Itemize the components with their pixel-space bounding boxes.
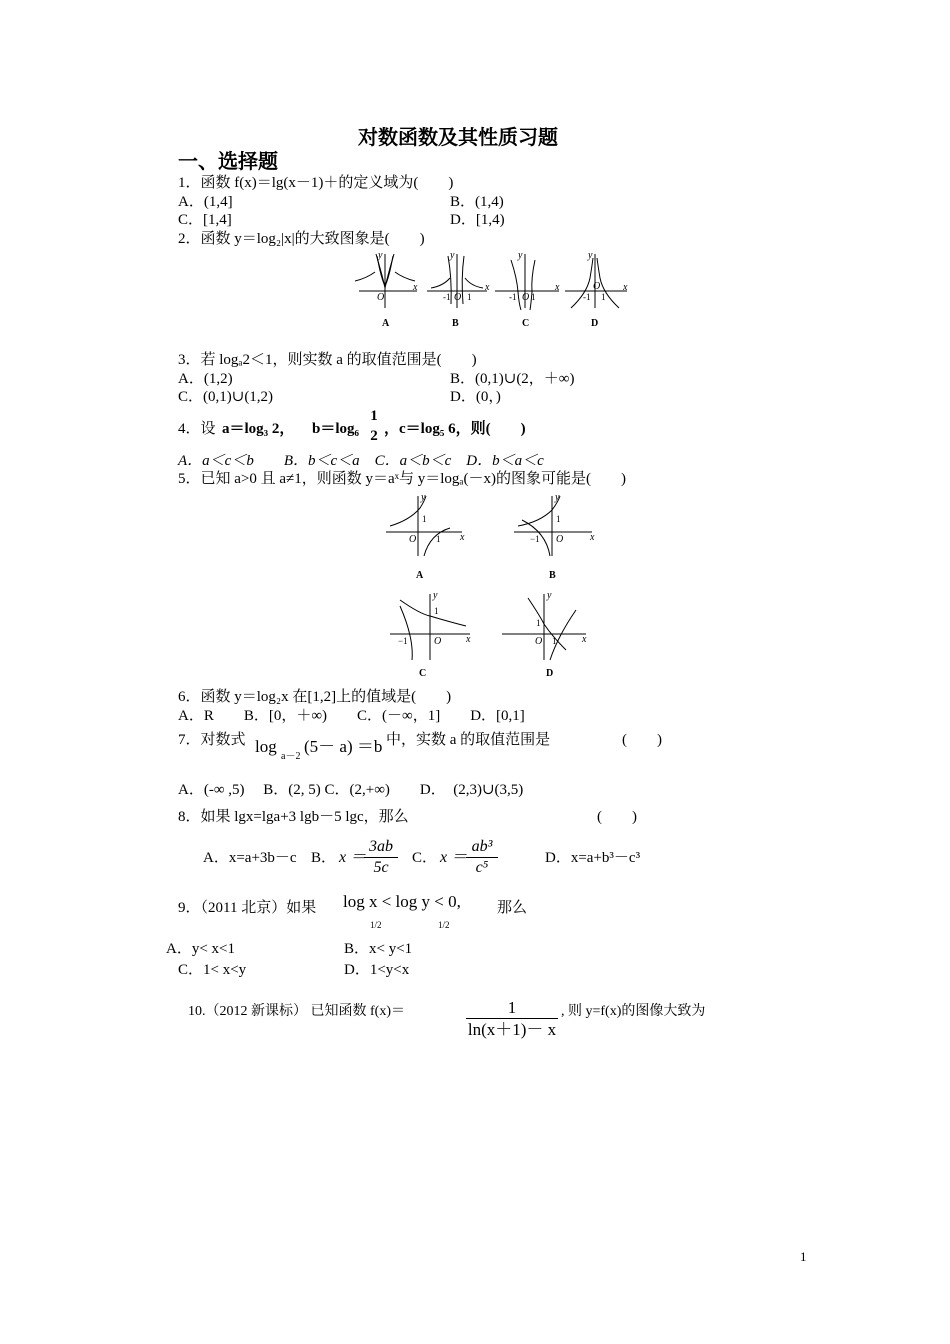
q8-option-b-label: B．: [311, 850, 337, 866]
q3-option-b: B．(0,1)∪(2，＋∞): [450, 371, 575, 387]
q8-option-b-numerator: 3ab: [369, 838, 393, 855]
svg-text:O: O: [454, 292, 462, 303]
q8-option-a: A．x=a+3b－c: [203, 850, 297, 866]
svg-text:x: x: [582, 634, 587, 645]
q9-stem-end: 那么: [497, 900, 528, 916]
q1-option-a: A．(1,4]: [178, 194, 233, 210]
q10-fraction: [466, 997, 558, 1040]
svg-text:O: O: [377, 292, 385, 303]
q7-answer-paren: ( ): [622, 732, 662, 748]
svg-text:O: O: [434, 636, 442, 647]
q9-stem-start: 9．（2011 北京）如果: [178, 900, 317, 916]
q4-b-expression: b＝log₆: [312, 421, 360, 437]
svg-text:-1: -1: [583, 292, 591, 302]
q8-option-b-fraction: [364, 837, 398, 878]
q1-stem: 1．函数 f(x)＝lg(x－1)＋的定义域为( ): [178, 175, 454, 191]
q4-a-expression: a＝log₃ 2，: [222, 421, 295, 437]
page-title: 对数函数及其性质习题: [358, 127, 558, 149]
q9-option-c: C．1< x<y: [178, 962, 247, 978]
q9-log-base-1: 1/2: [370, 920, 382, 930]
q3-option-d: D．(0，): [450, 389, 501, 405]
q3-stem: 3．若 logₐ2＜1，则实数 a 的取值范围是( ): [178, 352, 477, 368]
svg-text:−1: −1: [398, 636, 408, 646]
svg-text:O: O: [593, 281, 601, 292]
q4-b-numerator: 1: [370, 408, 378, 424]
svg-text:y: y: [547, 590, 552, 601]
q1-option-b: B．(1,4): [450, 194, 504, 210]
svg-text:1: 1: [552, 636, 557, 646]
svg-text:1: 1: [467, 292, 472, 302]
q4-b-denominator: 2: [370, 428, 378, 444]
q2-label-c: C: [522, 318, 530, 329]
q8-option-c-denominator: c⁵: [475, 859, 489, 876]
q5-label-d: D: [546, 668, 554, 679]
q8-answer-paren: ( ): [597, 809, 637, 825]
q9-option-d: D．1<y<x: [344, 962, 410, 978]
q4-options: A．a＜c＜b B．b＜c＜a C．a＜b＜c D．b＜a＜c: [178, 453, 544, 469]
svg-text:y: y: [378, 250, 383, 261]
q5-label-a: A: [416, 570, 424, 581]
q8-option-d: D．x=a+b³－c³: [545, 850, 641, 866]
svg-text:y: y: [588, 250, 593, 261]
q4-b-fraction: [368, 406, 380, 446]
svg-text:O: O: [556, 534, 564, 545]
q10-stem-start: 10.（2012 新课标） 已知函数 f(x)＝: [188, 1004, 405, 1019]
q8-option-b-x: x ＝: [339, 849, 367, 866]
svg-text:-1: -1: [509, 292, 517, 302]
svg-text:x: x: [555, 282, 560, 293]
q2-label-d: D: [591, 318, 599, 329]
q7-formula-rest: (5－ a) ＝b: [304, 737, 383, 756]
q6-options: A．R B．[0，＋∞) C．(－∞，1] D．[0,1]: [178, 708, 525, 724]
q6-stem: 6．函数 y＝log₂x 在[1,2]上的值域是( ): [178, 689, 452, 705]
q7-stem-start: 7．对数式: [178, 732, 246, 748]
q8-option-c-x: x ＝: [440, 849, 468, 866]
svg-text:1: 1: [601, 292, 606, 302]
q3-option-c: C．(0,1)∪(1,2): [178, 389, 274, 405]
svg-text:y: y: [421, 492, 426, 503]
svg-text:y: y: [555, 492, 560, 503]
svg-text:-1: -1: [443, 292, 451, 302]
q4-stem-start: 4．设: [178, 421, 216, 437]
section-heading: 一、选择题: [178, 151, 278, 173]
svg-text:O: O: [522, 292, 530, 303]
q5-label-b: B: [549, 570, 556, 581]
q7-stem-end: 中，实数 a 的取值范围是: [386, 732, 551, 748]
q9-option-b: B．x< y<1: [344, 941, 413, 957]
svg-text:1: 1: [556, 514, 561, 524]
q7-formula-log: log: [255, 737, 277, 756]
svg-text:1: 1: [422, 514, 427, 524]
q1-option-d: D．[1,4): [450, 212, 505, 228]
q7-options: A．(-∞ ,5) B．(2, 5) C．(2,+∞) D． (2,3)∪(3,5): [178, 782, 524, 798]
q3-option-a: A．(1,2): [178, 371, 233, 387]
q10-denominator: ln(x＋1)－ x: [467, 1020, 557, 1039]
q5-stem: 5．已知 a>0 且 a≠1，则函数 y＝aˣ与 y＝logₐ(－x)的图象可能是( ): [178, 471, 627, 487]
q2-label-a: A: [382, 318, 390, 329]
svg-text:1: 1: [436, 534, 441, 544]
svg-text:x: x: [413, 282, 418, 293]
svg-text:O: O: [409, 534, 417, 545]
q10-stem-end: , 则 y=f(x)的图像大致为: [561, 1004, 706, 1019]
q2-stem: 2．函数 y＝log₂|x|的大致图象是( ): [178, 231, 425, 247]
q8-option-b-denominator: 5c: [373, 859, 389, 876]
q8-option-c-label: C．: [412, 850, 438, 866]
q9-log-base-2: 1/2: [438, 920, 450, 930]
q4-c-expression: ，c＝log₅ 6，则( ): [384, 421, 526, 437]
q7-formula-base: a－2: [281, 751, 301, 762]
svg-text:−1: −1: [530, 534, 540, 544]
q1-option-c: C．[1,4]: [178, 212, 232, 228]
q2-label-b: B: [452, 318, 459, 329]
svg-text:x: x: [485, 282, 490, 293]
svg-text:1: 1: [531, 292, 536, 302]
q8-stem: 8．如果 lgx=lga+3 lgb－5 lgc，那么: [178, 809, 409, 825]
q5-label-c: C: [419, 668, 427, 679]
q8-option-c-numerator: ab³: [471, 838, 493, 855]
q8-option-c-fraction: [466, 837, 498, 878]
q9-expression: log x < log y < 0,: [343, 892, 461, 911]
svg-text:x: x: [460, 532, 465, 543]
svg-text:x: x: [590, 532, 595, 543]
q2-graphs: [355, 248, 635, 333]
svg-text:y: y: [450, 250, 455, 261]
page-number: 1: [800, 1249, 807, 1264]
q5-graphs: [380, 490, 610, 680]
svg-text:x: x: [623, 282, 628, 293]
svg-text:y: y: [518, 250, 523, 261]
q9-option-a: A．y< x<1: [166, 941, 236, 957]
q10-numerator: 1: [507, 998, 517, 1017]
svg-text:1: 1: [434, 606, 439, 616]
svg-text:O: O: [535, 636, 543, 647]
svg-text:x: x: [466, 634, 471, 645]
svg-text:y: y: [433, 590, 438, 601]
svg-text:1: 1: [536, 618, 541, 628]
